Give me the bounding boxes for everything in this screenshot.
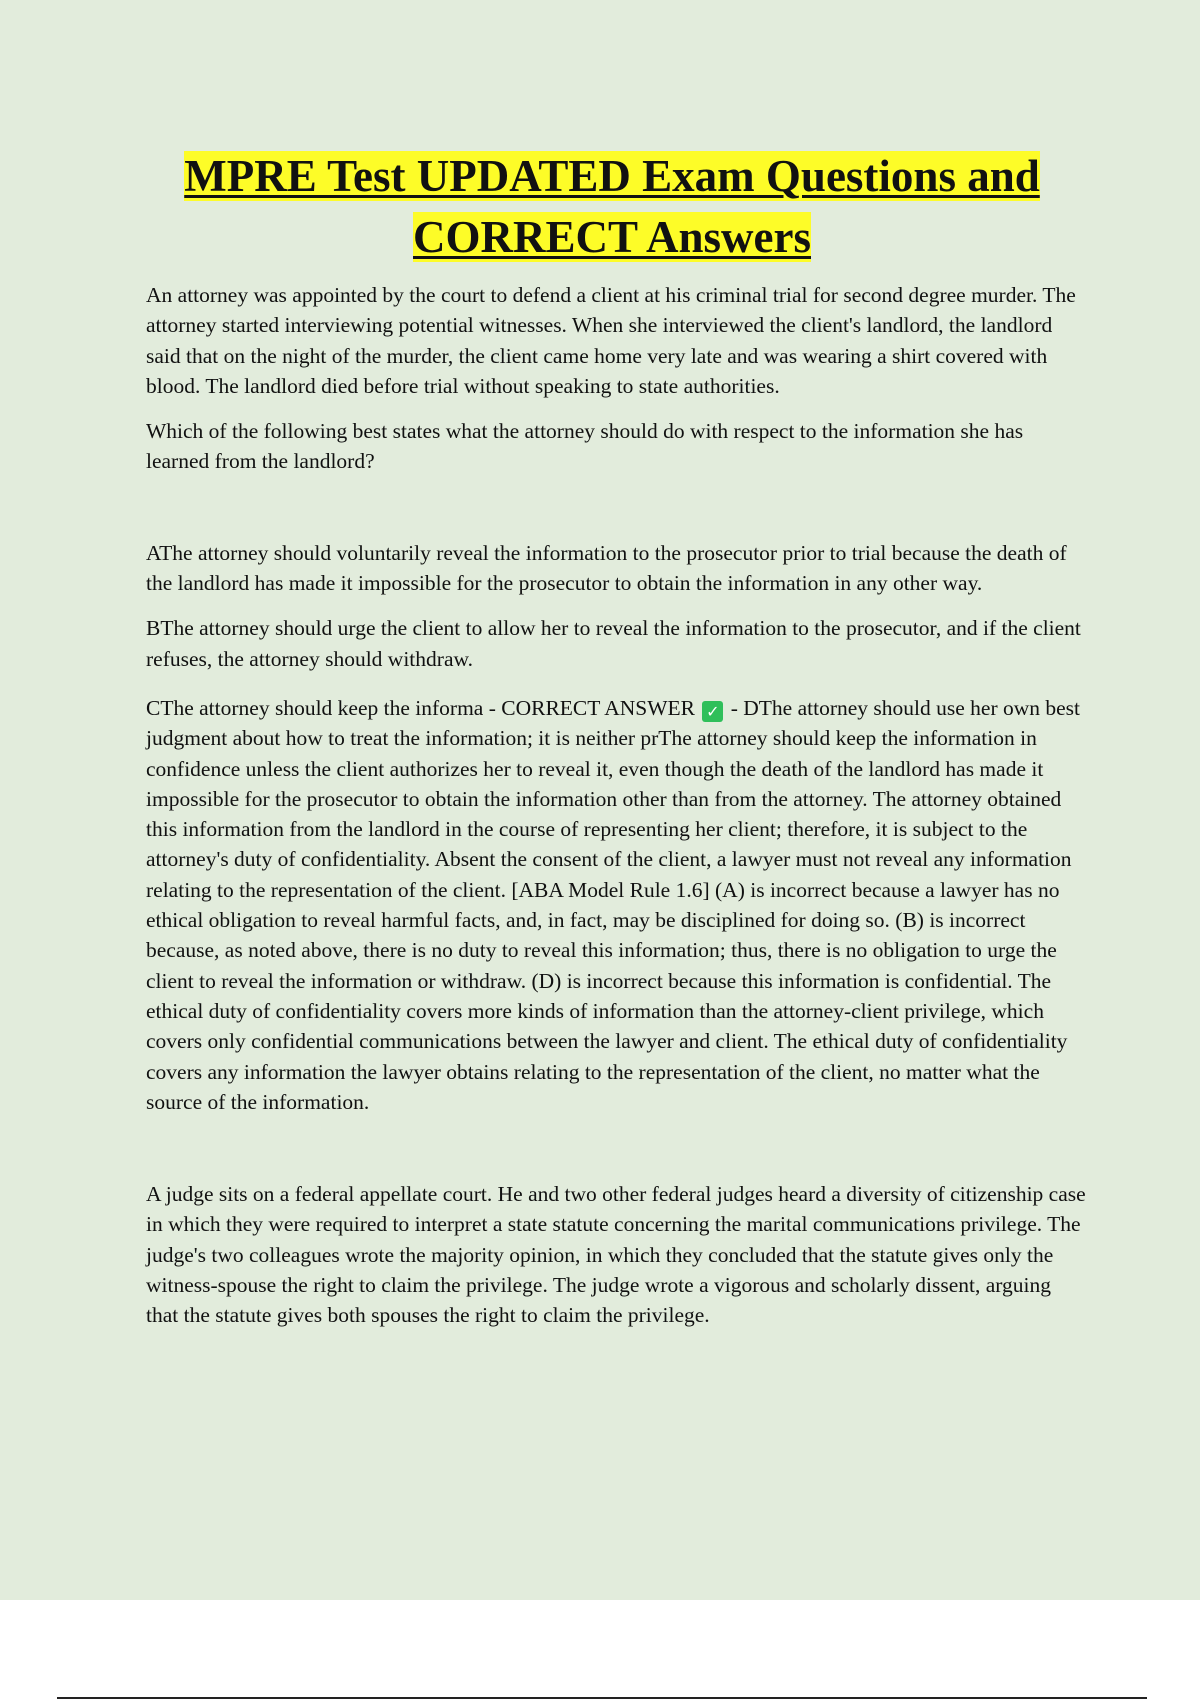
check-mark-icon: ✓ (702, 701, 723, 722)
answer-explanation: - DThe attorney should use her own best judgment about how to treat the information; it is neither prThe attorney should keep the information in confidence unless the client authorizes her to reveal it, even though the death of the landlord has made it impossible for the prosecutor to obtain the information other than from the attorney. The attorney obtained this information from the landlord in the course of representing her client; therefore, it is subject to the attorney's duty of confidentiality. Absent the consent of the client, a lawyer must not reveal any information relating to the representation of the client. [ABA Model Rule 1.6] (A) is incorrect because a lawyer has no ethical obligation to reveal harmful facts, and, in fact, may be disciplined for doing so. (B) is incorrect because, as noted above, there is no duty to reveal this information; thus, there is no obligation to urge the client to reveal the information or withdraw. (D) is incorrect because this information is confidential. The ethical duty of confidentiality covers more kinds of information than the attorney-client privilege, which covers only confidential communications between the lawyer and client. The ethical duty of confidentiality covers any information the lawyer obtains relating to the representation of the client, no matter what the source of the information. (146, 695, 1081, 1114)
question-1-scenario: An attorney was appointed by the court to defend a client at his criminal trial for second degree murder. The attorney started interviewing potential witnesses. When she interviewed the client's landlord, the landlord said that on the night of the murder, the client came home very late and was wearing a shirt covered with blood. The landlord died before trial without speaking to state authorities. (146, 283, 1076, 398)
correct-answer-block (146, 693, 1088, 1117)
option-b: BThe attorney should urge the client to allow her to reveal the information to the prosecutor, and if the client refuses, the attorney should withdraw. (146, 616, 1081, 671)
title-line-2: CORRECT Answers (413, 212, 811, 262)
footer-divider (57, 1697, 1147, 1699)
option-a: AThe attorney should voluntarily reveal the information to the prosecutor prior to trial because the death of the landlord has made it impossible for the prosecutor to obtain the information in any other way. (146, 540, 1067, 596)
question-1-prompt: Which of the following best states what the attorney should do with respect to the information she has learned from the landlord? (146, 419, 1024, 474)
document-body (146, 280, 1088, 1331)
option-c-prefix: CThe attorney should keep the informa - CORRECT ANSWER (146, 695, 695, 720)
question-2-scenario: A judge sits on a federal appellate court. He and two other federal judges heard a diversity of citizenship case in which they were required to interpret a state statute concerning the marital communications privilege. The judge's two colleagues wrote the majority opinion, in which they concluded that the statute gives only the witness-spouse the right to claim the privilege. The judge wrote a vigorous and scholarly dissent, arguing that the statute gives both spouses the right to claim the privilege. (146, 1182, 1086, 1328)
document-title (140, 146, 1084, 268)
title-line-1: MPRE Test UPDATED Exam Questions and (184, 151, 1040, 201)
